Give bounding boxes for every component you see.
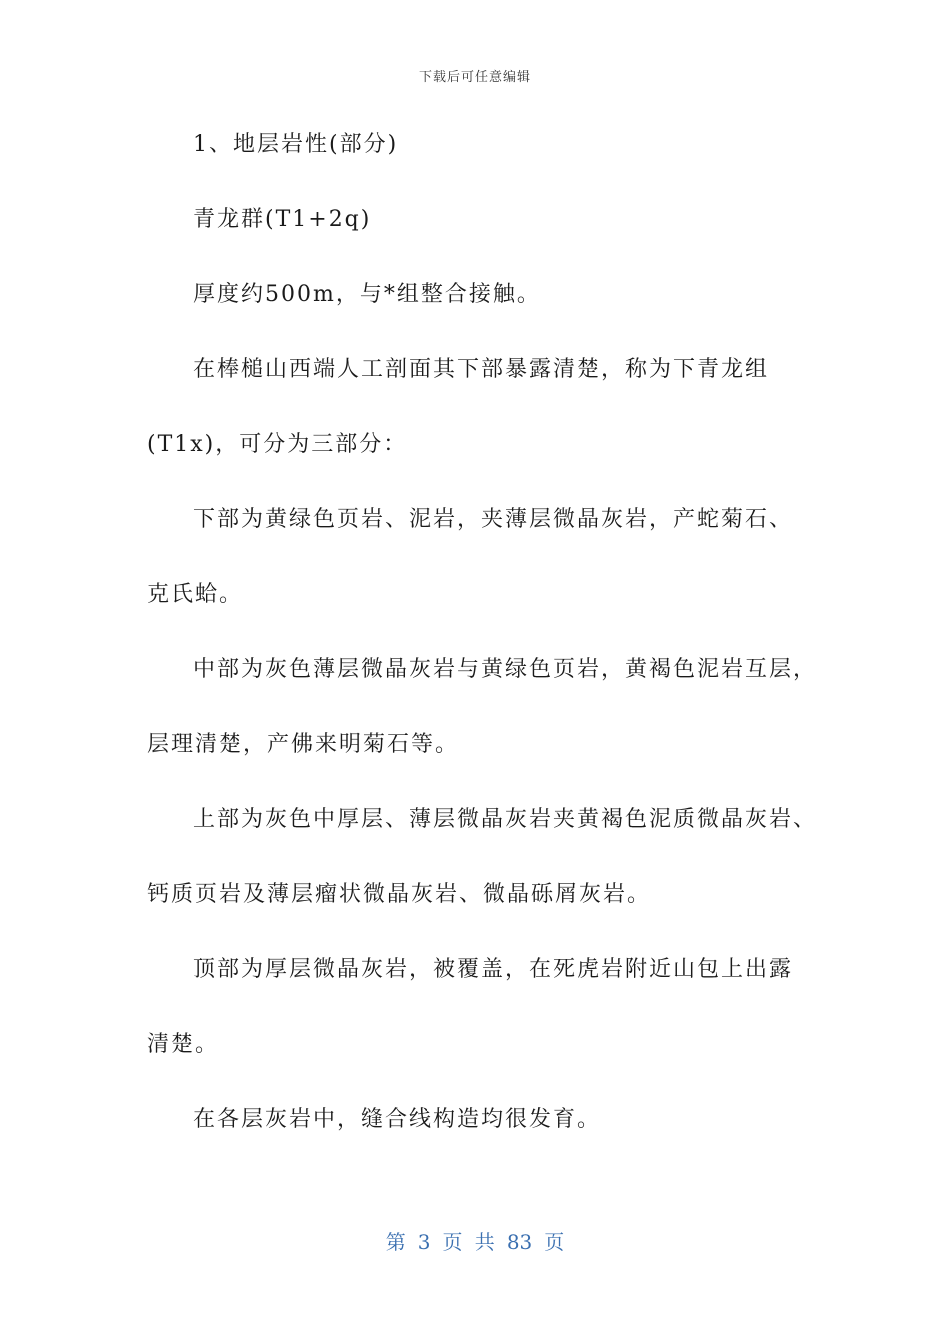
footer-suffix: 页 xyxy=(544,1230,565,1254)
paragraph-line: 克氏蛤。 xyxy=(147,582,244,607)
page-header-note: 下载后可任意编辑 xyxy=(418,70,531,85)
page-footer xyxy=(0,1226,950,1255)
paragraph-line: 顶部为厚层微晶灰岩，被覆盖，在死虎岩附近山包上出露 xyxy=(193,957,794,982)
footer-prefix: 第 xyxy=(385,1230,406,1254)
paragraph-line: 上部为灰色中厚层、薄层微晶灰岩夹黄褐色泥质微晶灰岩、 xyxy=(193,807,818,832)
paragraph-line: (T1x)，可分为三部分： xyxy=(147,432,408,457)
total-pages-number: 83 xyxy=(506,1230,533,1254)
paragraph-line: 钙质页岩及薄层瘤状微晶灰岩、微晶砾屑灰岩。 xyxy=(147,882,652,907)
section-heading: 1、地层岩性(部分) xyxy=(193,132,399,157)
paragraph-line: 清楚。 xyxy=(147,1032,220,1057)
paragraph-line: 层理清楚，产佛来明菊石等。 xyxy=(147,732,460,757)
footer-middle: 页 共 xyxy=(442,1230,495,1254)
document-body xyxy=(147,126,817,1176)
paragraph-line: 下部为黄绿色页岩、泥岩，夹薄层微晶灰岩，产蛇菊石、 xyxy=(193,507,794,532)
current-page-number: 3 xyxy=(417,1230,431,1254)
paragraph-line: 厚度约500m，与*组整合接触。 xyxy=(193,282,541,307)
paragraph-line: 在各层灰岩中，缝合线构造均很发育。 xyxy=(193,1107,602,1132)
paragraph-line: 在棒槌山西端人工剖面其下部暴露清楚，称为下青龙组 xyxy=(193,357,770,382)
paragraph-line: 中部为灰色薄层微晶灰岩与黄绿色页岩，黄褐色泥岩互层， xyxy=(193,657,818,682)
paragraph-line: 青龙群(T1+2q) xyxy=(193,207,372,232)
